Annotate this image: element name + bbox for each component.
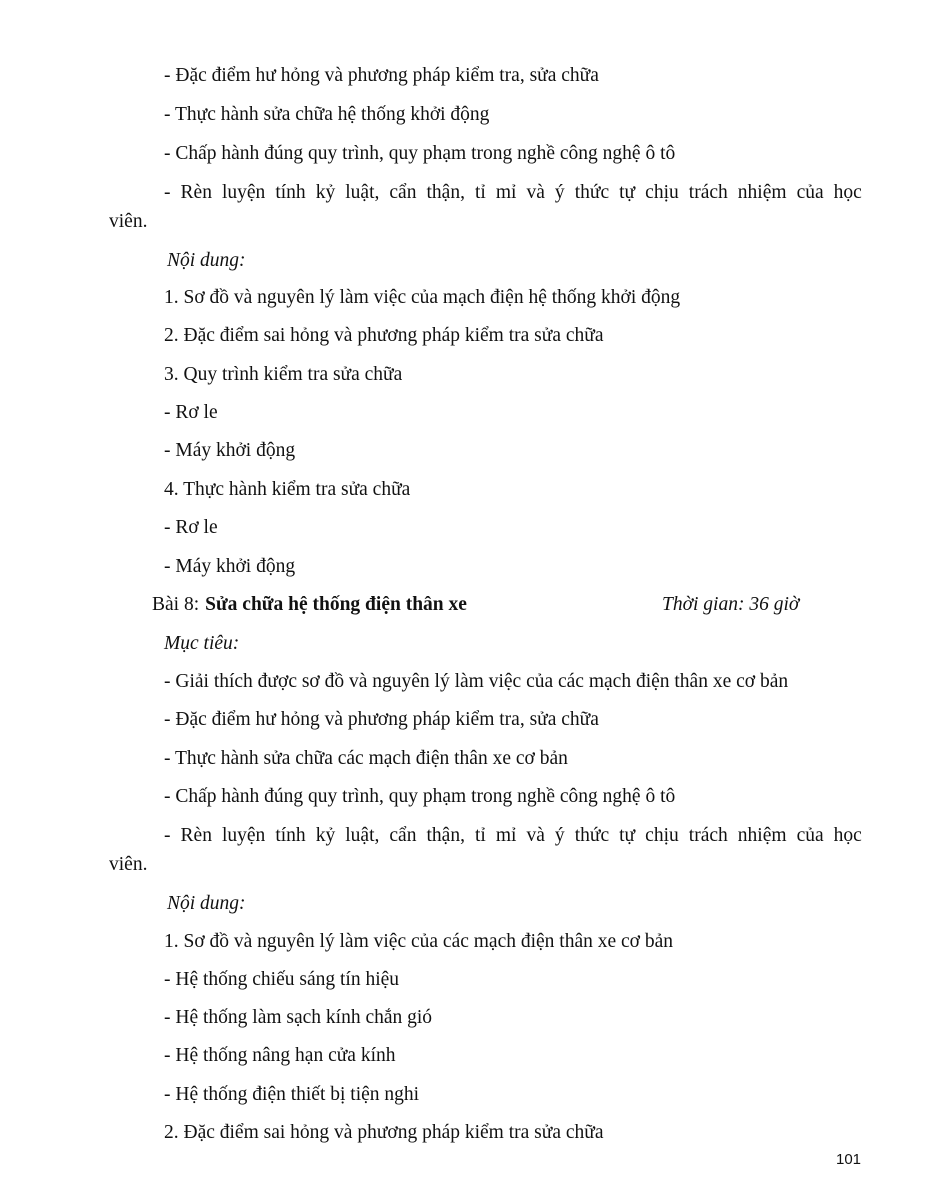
word: kỷ — [315, 825, 336, 846]
word: mỉ — [495, 825, 517, 846]
word: ý — [554, 825, 565, 846]
goal-item-discipline — [164, 824, 862, 848]
word: ý — [554, 182, 565, 203]
content-item: - Rơ le — [164, 517, 218, 538]
content-item: 4. Thực hành kiểm tra sửa chữa — [164, 479, 411, 500]
goal-item: - Đặc điểm hư hỏng và phương pháp kiểm tra, sửa chữa — [164, 65, 599, 86]
discipline-words — [164, 181, 862, 205]
word: Rèn — [180, 825, 212, 846]
word: học — [833, 182, 862, 203]
word: - — [164, 825, 171, 846]
content-item: - Máy khởi động — [164, 440, 296, 461]
lesson-title: Sửa chữa hệ thống điện thân xe — [205, 594, 467, 615]
word: tính — [275, 825, 306, 846]
word: trách — [688, 182, 728, 203]
word: luyện — [221, 825, 266, 846]
word: chịu — [645, 825, 679, 846]
word: của — [796, 825, 824, 846]
content-item: - Rơ le — [164, 402, 218, 423]
word: thận, — [426, 825, 465, 846]
word: mỉ — [495, 182, 517, 203]
word: tỉ — [474, 825, 486, 846]
word: cẩn — [389, 182, 417, 203]
word: chịu — [645, 182, 679, 203]
word: luyện — [221, 182, 266, 203]
word: thức — [574, 182, 610, 203]
content-heading: Nội dung: — [167, 893, 246, 914]
page-number: 101 — [836, 1151, 862, 1168]
word: tính — [275, 182, 306, 203]
content-item: - Hệ thống làm sạch kính chắn gió — [164, 1007, 433, 1028]
goal-item: - Đặc điểm hư hỏng và phương pháp kiểm tra, sửa chữa — [164, 709, 599, 730]
content-item: 2. Đặc điểm sai hỏng và phương pháp kiểm tra sửa chữa — [164, 325, 604, 346]
goal-item: - Chấp hành đúng quy trình, quy phạm trong nghề công nghệ ô tô — [164, 786, 676, 807]
lesson-number: Bài 8: — [152, 594, 200, 615]
word: tự — [619, 182, 636, 203]
word: luật, — [345, 182, 380, 203]
word: trách — [688, 825, 728, 846]
goal-item: - Thực hành sửa chữa các mạch điện thân xe cơ bản — [164, 748, 568, 769]
word: thận, — [426, 182, 465, 203]
word: kỷ — [315, 182, 336, 203]
word: của — [796, 182, 824, 203]
content-heading: Nội dung: — [167, 250, 246, 271]
word: Rèn — [180, 182, 212, 203]
discipline-words — [164, 824, 862, 848]
word: và — [526, 825, 545, 846]
lesson-duration: Thời gian: 36 giờ — [662, 594, 800, 615]
goal-item-continuation: viên. — [109, 211, 148, 232]
content-item: - Hệ thống nâng hạn cửa kính — [164, 1045, 396, 1066]
word: nhiệm — [737, 825, 787, 846]
content-item: 2. Đặc điểm sai hỏng và phương pháp kiểm tra sửa chữa — [164, 1122, 604, 1143]
content-item: - Máy khởi động — [164, 556, 296, 577]
lesson-heading — [152, 593, 812, 617]
word: học — [833, 825, 862, 846]
word: nhiệm — [737, 182, 787, 203]
goal-item-discipline — [164, 181, 862, 205]
word: cẩn — [389, 825, 417, 846]
content-item: 1. Sơ đồ và nguyên lý làm việc của mạch điện hệ thống khởi động — [164, 287, 681, 308]
word: tỉ — [474, 182, 486, 203]
content-item: - Hệ thống điện thiết bị tiện nghi — [164, 1084, 420, 1105]
word: và — [526, 182, 545, 203]
word: - — [164, 182, 171, 203]
goals-heading: Mục tiêu: — [164, 633, 240, 654]
content-item: 1. Sơ đồ và nguyên lý làm việc của các mạch điện thân xe cơ bản — [164, 931, 674, 952]
goal-item: - Chấp hành đúng quy trình, quy phạm trong nghề công nghệ ô tô — [164, 143, 676, 164]
goal-item-continuation: viên. — [109, 854, 148, 875]
goal-item: - Giải thích được sơ đồ và nguyên lý làm việc của các mạch điện thân xe cơ bản — [164, 671, 789, 692]
content-item: 3. Quy trình kiểm tra sửa chữa — [164, 364, 403, 385]
word: tự — [619, 825, 636, 846]
content-item: - Hệ thống chiếu sáng tín hiệu — [164, 969, 400, 990]
goal-item: - Thực hành sửa chữa hệ thống khởi động — [164, 104, 490, 125]
word: luật, — [345, 825, 380, 846]
word: thức — [574, 825, 610, 846]
